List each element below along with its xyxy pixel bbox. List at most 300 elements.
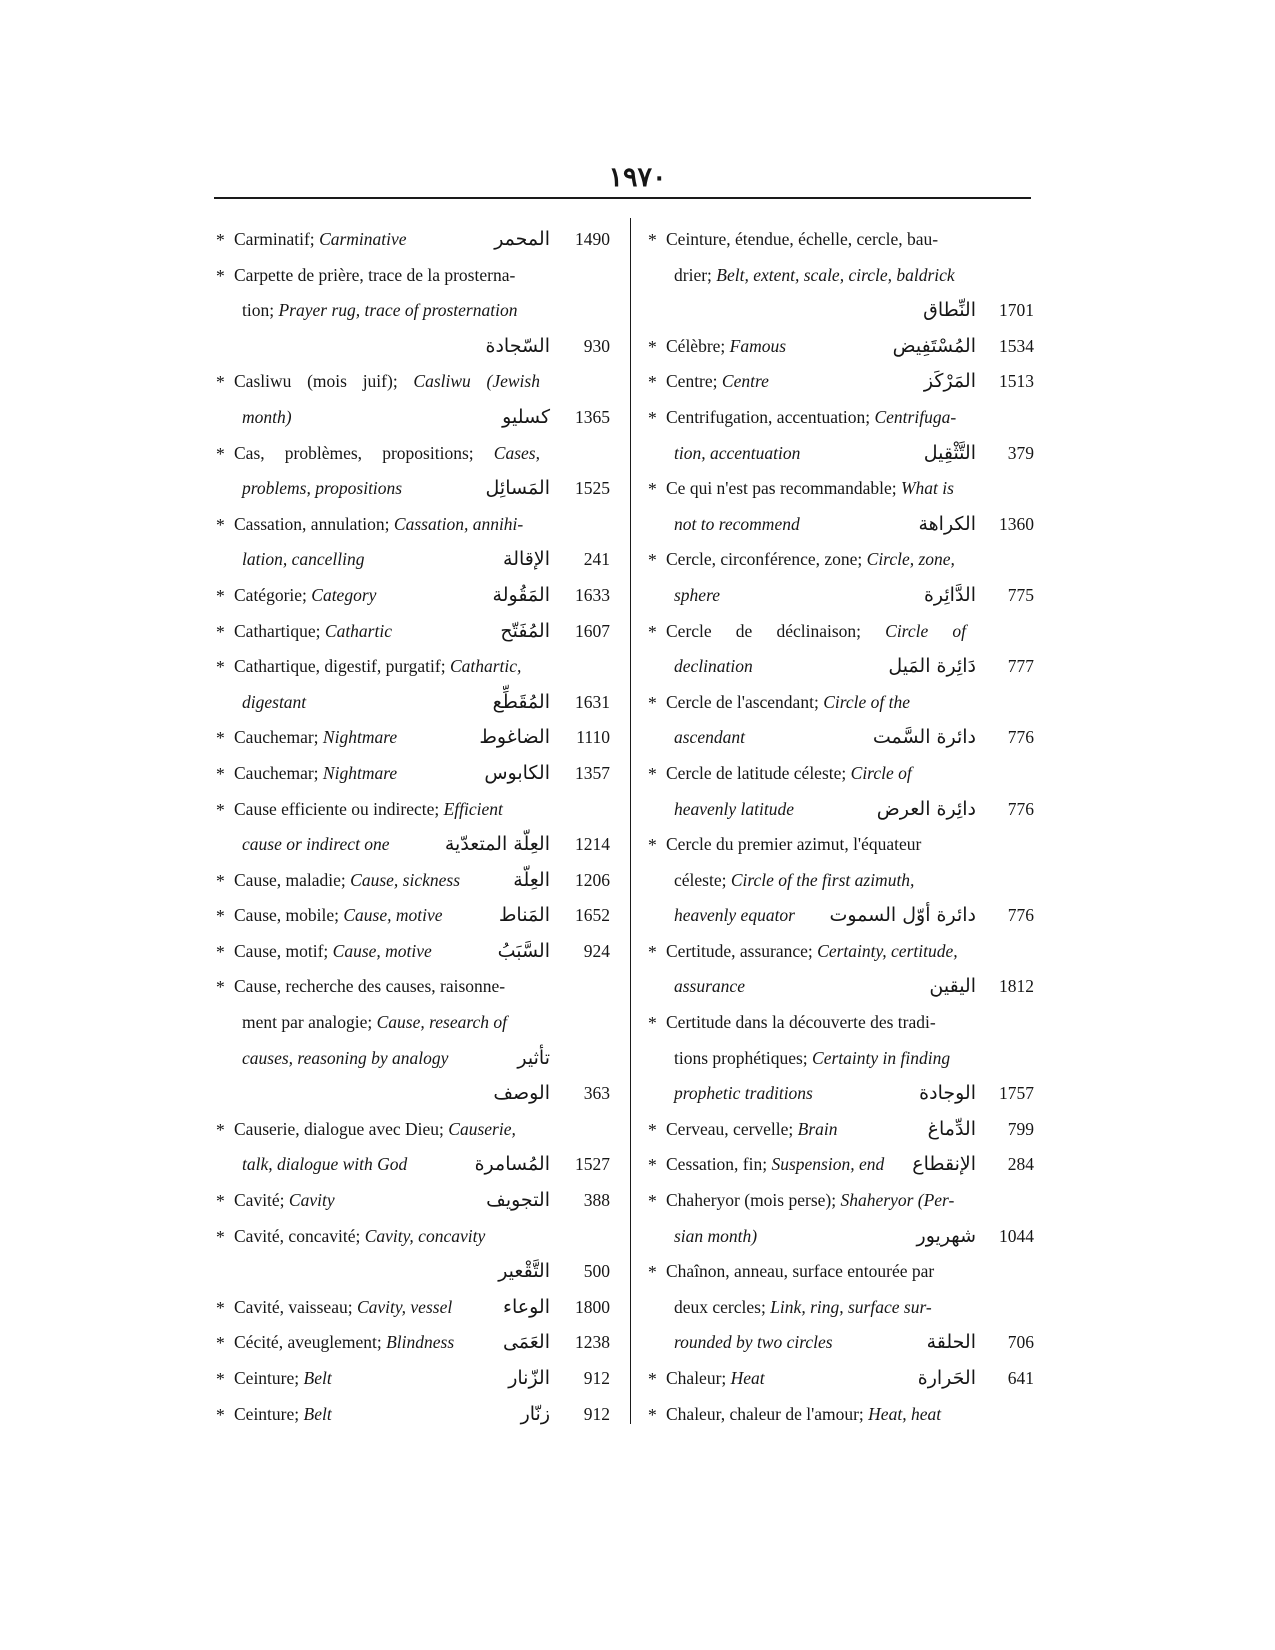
entry-bullet: * [648,230,657,250]
english-term: Certainty in finding [812,1047,951,1068]
entry-bullet: * [216,1333,225,1354]
french-term: Cercle de latitude céleste; [666,762,851,783]
reference-number: 930 [583,335,610,356]
entry-bullet: * [216,728,225,749]
entry-text [666,1183,954,1219]
arabic-term: المُفَتّح [500,619,550,642]
english-term: Belt [303,1368,332,1388]
entry-text [674,258,955,294]
french-term: Cause, maladie; [234,869,351,890]
french-term: Catégorie; [234,584,312,605]
arabic-term: المُسامرة [474,1153,550,1176]
reference-number: 1525 [575,478,610,499]
entry-line [214,792,620,828]
entry-text [234,649,521,685]
english-term: Category [311,584,377,605]
arabic-term: الوصف [493,1082,550,1105]
entry-line [646,1219,1046,1255]
entry-bullet: * [216,763,225,784]
english-term: (Jewish [486,371,540,392]
page-number: ١٩٧٠ [608,162,667,192]
english-term: problems, propositions [242,478,403,499]
reference-number: 1701 [999,300,1034,321]
english-term: sphere [674,584,721,605]
french-term: Cause, mobile; [234,905,344,926]
entry-text [666,1147,884,1183]
entry-bullet: * [216,1191,225,1212]
entry-text [666,1254,934,1290]
english-term: Prayer rug, trace of prosternation [278,300,518,321]
french-term: Carminatif; [234,229,320,249]
entry-line [646,934,1046,970]
entry-text [674,969,745,1005]
entry-bullet: * [216,1404,225,1425]
entry-text [674,1041,950,1077]
french-term: Cauchemar; [234,727,323,748]
entry-bullet: * [216,265,225,286]
entry-line [646,1112,1046,1148]
entry-bullet: * [216,230,225,250]
entry-line [214,1219,620,1255]
arabic-term: الكراهة [918,512,976,535]
entry-bullet: * [648,1119,657,1140]
french-term: Ce qui n'est pas recommandable; [666,478,901,499]
english-term: Circle, zone, [866,549,955,570]
entry-text [674,1325,833,1361]
french-term: Cercle [666,620,712,641]
entry-line [646,329,1046,365]
french-term: de [735,620,753,641]
french-term: Cause, recherche des causes, raisonne- [234,976,506,997]
entry-line [646,542,1046,578]
entry-line [214,293,620,329]
entry-bullet: * [216,799,225,820]
entry-text [666,934,958,970]
entry-text [242,400,292,436]
entry-text [674,1219,757,1255]
entry-text [242,1147,407,1183]
entry-bullet: * [648,550,657,571]
french-term: Cécité, aveuglement; [234,1332,387,1353]
entry-bullet: * [648,1191,657,1212]
entry-line [646,293,1046,329]
entry-text [234,436,540,472]
entry-text [666,222,938,258]
english-term: sian month) [674,1225,758,1246]
english-term: Cases, [493,442,540,463]
reference-number: 1238 [575,1332,610,1353]
english-term: Suspension, end [771,1154,885,1175]
reference-number: 706 [1007,1332,1034,1353]
arabic-term: زنّار [520,1402,550,1425]
entry-bullet: * [648,621,657,642]
english-term: digestant [242,691,307,712]
entry-line [646,471,1046,507]
entry-text [674,507,800,543]
english-term: Shaheryor (Per- [840,1190,955,1211]
entry-line [646,1254,1046,1290]
entry-line [214,898,620,934]
english-term: Cassation, annihi- [393,513,524,534]
reference-number: 1110 [576,727,610,748]
entry-line [214,1290,620,1326]
english-term: declination [674,656,753,677]
arabic-term: شهريور [916,1224,976,1247]
arabic-term: الحَرارة [917,1367,976,1389]
english-term: Cause, motive [332,940,432,961]
entry-line [646,649,1046,685]
entry-bullet: * [648,407,657,428]
entry-line [646,720,1046,756]
reference-number: 912 [583,1368,610,1388]
english-term: tion, accentuation [674,442,801,463]
reference-number: 776 [1007,798,1034,819]
reference-number: 1652 [575,905,610,926]
english-term: month) [242,406,292,427]
french-term: Cercle de l'ascendant; [666,691,824,712]
english-term: Nightmare [322,762,398,783]
entry-text [234,1183,335,1219]
entry-line [214,400,620,436]
reference-number: 1527 [575,1154,610,1175]
entry-text [234,507,523,543]
entry-text [234,258,515,294]
english-term: rounded by two circles [674,1332,833,1353]
english-term: Casliwu [413,371,471,392]
entry-line [214,507,620,543]
entry-text [674,578,720,614]
entry-text [242,542,364,578]
english-term: Cavity [288,1190,335,1211]
english-term: What is [900,478,954,499]
entry-text [674,1076,813,1112]
entry-line [214,1397,620,1433]
french-term: deux cercles; [674,1296,771,1317]
arabic-term: الضاغوط [479,726,550,749]
english-term: assurance [674,976,745,997]
arabic-term: كسليو [502,405,550,428]
entry-text [234,934,432,970]
entry-line [214,685,620,721]
entry-line [646,792,1046,828]
arabic-term: المَقُولة [492,583,550,606]
french-term: Cassation, annulation; [234,513,394,534]
entry-text [666,827,921,863]
entry-text [666,400,956,436]
arabic-term: العِلّة المتعدّية [444,833,550,856]
english-term: not to recommend [674,513,800,534]
left-column [214,222,620,1432]
french-term: Ceinture; [234,1368,304,1388]
entry-line [214,1254,620,1290]
reference-number: 641 [1007,1368,1034,1388]
english-term: Link, ring, surface sur- [770,1296,932,1317]
entry-bullet: * [216,372,225,393]
arabic-term: اليقين [929,975,976,998]
entry-text [234,756,397,792]
entry-bullet: * [216,1297,225,1318]
entry-line [646,578,1046,614]
entry-bullet: * [648,1013,657,1034]
entry-line [646,1325,1046,1361]
reference-number: 776 [1007,905,1034,926]
french-term: Centrifugation, accentuation; [666,406,875,427]
entry-bullet: * [216,657,225,678]
english-term: of [952,620,966,641]
arabic-term: تأثير [517,1046,550,1069]
arabic-term: دائِرة العرض [876,797,976,820]
entry-text [234,364,540,400]
reference-number: 1214 [575,834,610,855]
entry-line [646,1183,1046,1219]
entry-line [646,436,1046,472]
arabic-term: المُقَطِّع [492,690,550,713]
entry-line [646,898,1046,934]
entry-bullet: * [216,977,225,998]
english-term: Cathartic, [449,656,522,677]
french-term: tions prophétiques; [674,1047,813,1068]
entry-line [214,222,620,258]
entry-bullet: * [648,835,657,856]
entry-line [646,614,1046,650]
entry-line [646,756,1046,792]
reference-number: 1360 [999,513,1034,534]
arabic-term: السَّبَبُ [497,939,550,962]
english-term: Circle of the first azimuth, [730,869,915,890]
entry-text [666,1005,936,1041]
arabic-term: الإقالة [503,548,550,571]
entry-line [214,1183,620,1219]
english-term: Belt, extent, scale, circle, baldrick [716,264,955,285]
entry-text [234,969,505,1005]
english-term: Certainty, certitude, [817,940,958,961]
entry-line [214,1005,620,1041]
entry-line [214,827,620,863]
english-term: Famous [729,335,787,356]
entry-line [214,471,620,507]
french-term: Casliwu [234,371,292,392]
entry-bullet: * [216,906,225,927]
english-term: Circle of [850,762,912,783]
reference-number: 500 [583,1261,610,1282]
reference-number: 912 [583,1403,610,1424]
reference-number: 284 [1007,1154,1034,1175]
entry-text [234,720,397,756]
english-term: Blindness [386,1332,455,1353]
entry-text [234,578,376,614]
entry-line [214,1325,620,1361]
entry-bullet: * [648,1155,657,1176]
reference-number: 1534 [999,335,1034,356]
entry-text [666,542,955,578]
reference-number: 1357 [575,762,610,783]
entry-bullet: * [216,1369,225,1389]
entry-line [214,1112,620,1148]
french-term: Cercle, circonférence, zone; [666,549,867,570]
reference-number: 799 [1007,1118,1034,1139]
french-term: ment par analogie; [242,1012,377,1033]
entry-line [214,1361,620,1397]
entry-line [214,542,620,578]
arabic-term: الدَّائِرة [923,583,976,606]
arabic-term: الوعاء [503,1295,550,1318]
french-term: Cause, motif; [234,940,333,961]
english-term: heavenly latitude [674,798,795,819]
entry-bullet: * [216,443,225,464]
entry-text [674,792,794,828]
entry-bullet: * [216,1119,225,1140]
reference-number: 1044 [999,1225,1034,1246]
entry-bullet: * [648,336,657,357]
entry-line [214,969,620,1005]
entry-bullet: * [216,621,225,642]
entry-line [646,400,1046,436]
reference-number: 1631 [575,691,610,712]
entry-text [242,471,402,507]
column-divider [630,218,631,1424]
arabic-term: العَمَى [502,1331,550,1354]
french-term: céleste; [674,869,731,890]
french-term: Cause efficiente ou indirecte; [234,798,444,819]
arabic-term: دائرة السَّمت [872,726,976,749]
entry-bullet: * [648,372,657,393]
entry-line [646,258,1046,294]
reference-number: 1490 [575,229,610,249]
reference-number: 388 [583,1190,610,1211]
entry-bullet: * [216,514,225,535]
entry-bullet: * [648,1404,657,1425]
french-term: Carpette de prière, trace de la prosterna- [234,264,516,285]
entry-text [242,1005,507,1041]
french-term: Ceinture; [234,1403,304,1424]
french-term: propositions; [382,442,474,463]
english-term: Heat [730,1368,765,1388]
reference-number: 1365 [575,406,610,427]
entry-text [234,1361,332,1397]
french-term: Chaleur; [666,1368,731,1388]
french-term: Cathartique, digestif, purgatif; [234,656,450,677]
entry-line [646,1290,1046,1326]
french-term: juif); [362,371,398,392]
english-term: Carminative [319,229,407,249]
french-term: Centre; [666,371,722,392]
arabic-term: المَرْكَز [923,370,976,393]
entry-line [214,578,620,614]
entry-text [234,1325,454,1361]
entry-text [234,222,407,258]
entry-text [234,898,443,934]
entry-line [646,1076,1046,1112]
reference-number: 924 [583,940,610,961]
entry-bullet: * [216,941,225,962]
entry-text [242,1041,448,1077]
english-term: Circle of the [823,691,911,712]
french-term: Cavité, concavité; [234,1225,365,1246]
english-term: Belt [303,1403,332,1424]
english-term: lation, cancelling [242,549,365,570]
entry-text [234,1397,332,1433]
arabic-term: التَّثْقِيل [923,441,976,464]
entry-text [666,364,769,400]
entry-bullet: * [216,1226,225,1247]
entry-text [666,1112,838,1148]
arabic-term: الدِّماغ [927,1117,976,1140]
entry-line [646,1361,1046,1397]
french-term: Cerveau, cervelle; [666,1118,798,1139]
french-term: Ceinture, étendue, échelle, cercle, bau- [666,229,939,249]
reference-number: 1757 [999,1083,1034,1104]
french-term: déclinaison; [776,620,862,641]
reference-number: 775 [1007,584,1034,605]
french-term: tion; [242,300,279,321]
arabic-term: النِّطاق [923,299,976,322]
entry-text [674,863,914,899]
entry-line [214,720,620,756]
french-term: Causerie, dialogue avec Dieu; [234,1118,449,1139]
entry-bullet: * [648,1369,657,1389]
entry-line [646,1005,1046,1041]
french-term: drier; [674,264,717,285]
english-term: Brain [797,1118,838,1139]
entry-line [214,329,620,365]
reference-number: 776 [1007,727,1034,748]
french-term: problèmes, [284,442,363,463]
entry-line [646,1147,1046,1183]
arabic-term: المُسْتَفِيض [892,334,976,357]
french-term: Cavité, vaisseau; [234,1296,357,1317]
french-term: Cercle du premier azimut, l'équateur [666,834,922,855]
english-term: cause or indirect one [242,834,390,855]
reference-number: 1633 [575,584,610,605]
french-term: (mois [307,371,347,392]
arabic-term: المحمر [494,228,550,250]
french-term: Cauchemar; [234,762,323,783]
entry-line [214,863,620,899]
reference-number: 379 [1007,442,1034,463]
english-term: Cause, motive [343,905,443,926]
entry-line [214,1041,620,1077]
reference-number: 1812 [999,976,1034,997]
entry-bullet: * [648,1262,657,1283]
entry-line [214,649,620,685]
entry-line [646,222,1046,258]
entry-line [646,685,1046,721]
entry-bullet: * [648,941,657,962]
entry-text [666,1361,765,1397]
entry-text [666,685,910,721]
entry-text [674,898,795,934]
entry-text [234,863,460,899]
french-term: Chaînon, anneau, surface entourée par [666,1261,935,1282]
arabic-term: دَائِرة المَيل [888,655,976,678]
entry-line [214,1147,620,1183]
entry-text [666,329,786,365]
arabic-term: دائرة أوّل السموت [829,904,976,927]
entry-text [234,1219,485,1255]
french-term: Cessation, fin; [666,1154,772,1175]
reference-number: 1513 [999,371,1034,392]
english-term: Cavity, vessel [356,1296,453,1317]
english-term: prophetic traditions [674,1083,813,1104]
english-term: Cavity, concavity [364,1225,486,1246]
entry-bullet: * [648,692,657,713]
entry-line [646,364,1046,400]
entry-text [242,685,306,721]
arabic-term: التجويف [486,1189,550,1212]
entry-text [666,471,954,507]
entry-text [666,756,912,792]
entry-text [674,436,800,472]
